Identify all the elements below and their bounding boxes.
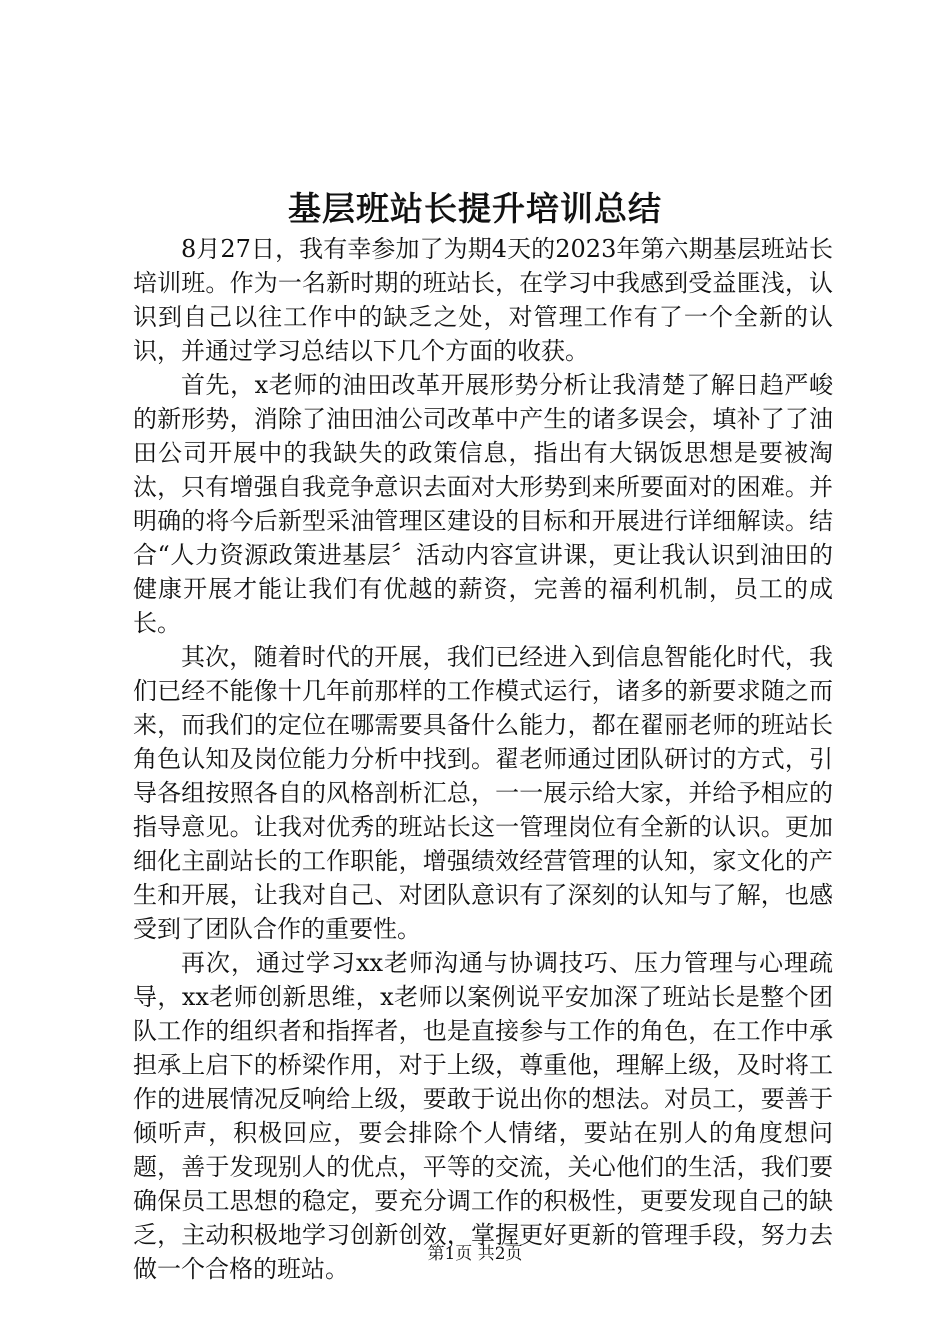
document-body bbox=[133, 232, 833, 1286]
paragraph-intro: 8月27日，我有幸参加了为期4天的2023年第六期基层班站长培训班。作为一名新时期的班站长，在学习中我感到受益匪浅，认识到自己以往工作中的缺乏之处，对管理工作有了一个全新的认识，并通过学习总结以下几个方面的收获。 bbox=[133, 235, 833, 365]
paragraph-second: 其次，随着时代的开展，我们已经进入到信息智能化时代，我们已经不能像十几年前那样的工作模式运行，诸多的新要求随之而来，而我们的定位在哪需要具备什么能力，都在翟丽老师的班站长角色认知及岗位能力分析中找到。翟老师通过团队研讨的方式，引导各组按照各自的风格剖析汇总，一一展示给大家，并给予相应的指导意见。让我对优秀的班站长这一管理岗位有全新的认识。更加细化主副站长的工作职能，增强绩效经营管理的认知，家文化的产生和开展，让我对自己、对团队意识有了深刻的认知与了解，也感受到了团队合作的重要性。 bbox=[133, 643, 833, 943]
paragraph-third: 再次，通过学习xx老师沟通与协调技巧、压力管理与心理疏导，xx老师创新思维，x老师以案例说平安加深了班站长是整个团队工作的组织者和指挥者，也是直接参与工作的角色，在工作中承担承上启下的桥梁作用，对于上级，尊重他，理解上级，及时将工作的进展情况反响给上级，要敢于说出你的想法。对员工，要善于倾听声，积极回应，要会排除个人情绪，要站在别人的角度想问题，善于发现别人的优点，平等的交流，关心他们的生活，我们要确保员工思想的稳定，要充分调工作的积极性，更要发现自己的缺乏，主动积极地学习创新创效，掌握更好更新的管理手段，努力去做一个合格的班站。 bbox=[133, 949, 833, 1283]
page-number: 第1页 共2页 bbox=[427, 1244, 523, 1264]
page-title: 基层班站长提升培训总结 bbox=[288, 189, 662, 228]
paragraph-first: 首先，x老师的油田改革开展形势分析让我清楚了解日趋严峻的新形势，消除了油田油公司改革中产生的诸多误会，填补了了油田公司开展中的我缺失的政策信息，指出有大锅饭思想是要被淘汰，只有增强自我竞争意识去面对大形势到来所要面对的困难。并明确的将今后新型采油管理区建设的目标和开展进行详细解读。结合“人力资源政策进基层〞活动内容宣讲课，更让我认识到油田的健康开展才能让我们有优越的薪资，完善的福利机制，员工的成长。 bbox=[133, 371, 833, 637]
